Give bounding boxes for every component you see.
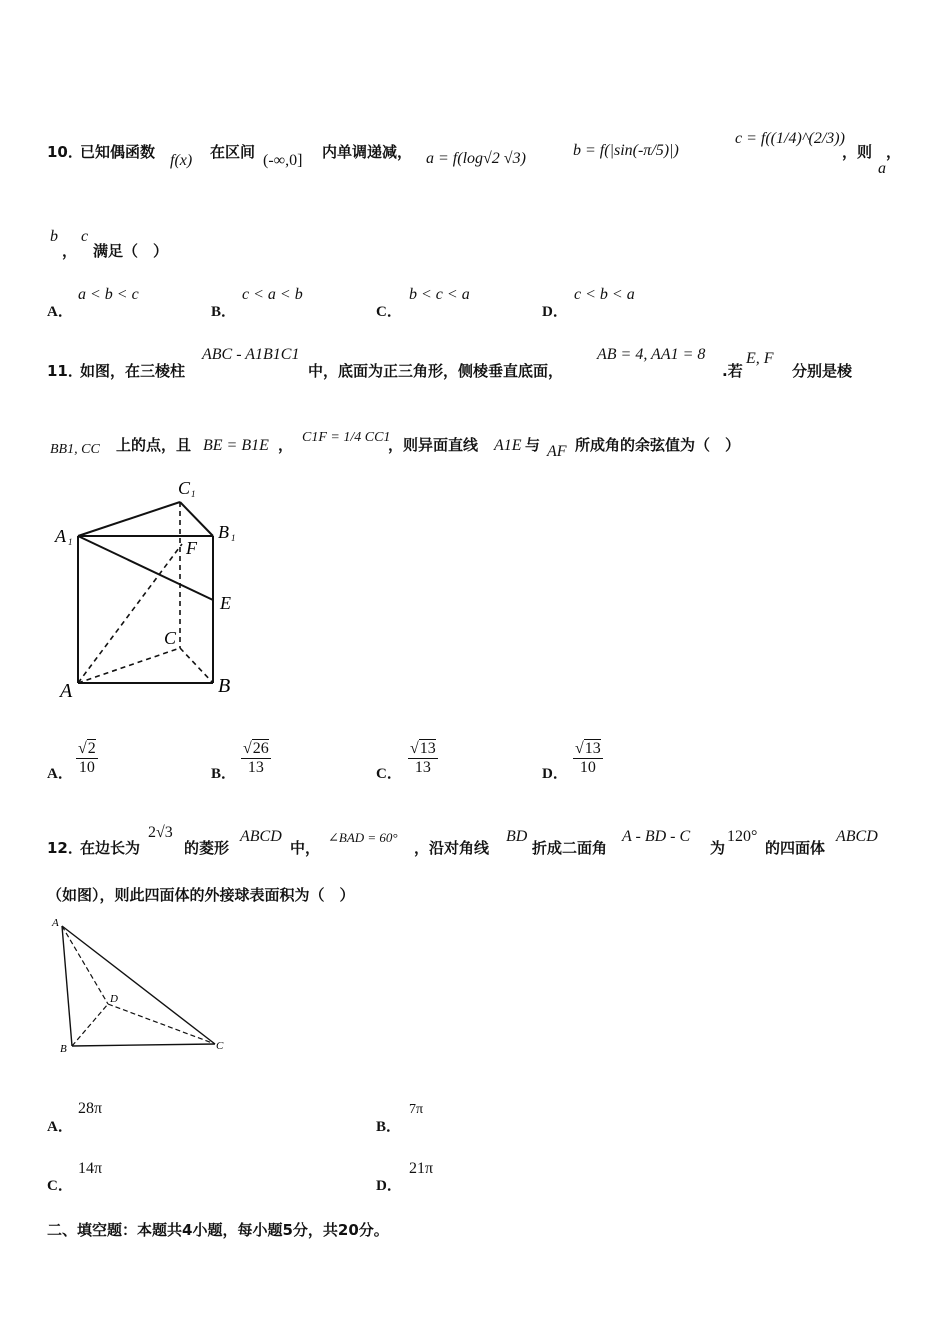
q11-option-b-value: $\frac{√26}{13}$ [243, 740, 269, 776]
q12-tetra: ABCD [836, 828, 878, 845]
q10-text-4: ，则 [842, 143, 873, 161]
q12-tetra-figure [50, 916, 230, 1058]
q10-var-a: a [878, 160, 886, 177]
q11-cond1: BE = B1E [203, 437, 269, 454]
edge-a1-c1 [78, 502, 180, 536]
q11-number: 11． [47, 362, 83, 380]
q10-text-1: 已知偶函数 [80, 143, 156, 161]
q11-text-3: .若 [722, 362, 743, 380]
q12-option-a-label[interactable]: A． [47, 1119, 73, 1135]
q11-option-d-value: $\frac{√13}{10}$ [575, 740, 601, 776]
q11-cond2: C1F = 1/4 CC1 [302, 430, 391, 445]
edge-c-b-dashed [180, 648, 213, 683]
label-a: A [52, 917, 59, 929]
q11-prism-figure [50, 472, 250, 704]
label-e: E [220, 593, 231, 613]
label-c: C [164, 628, 177, 648]
q10-fx: f(x) [170, 152, 193, 169]
q10-var-c: c [81, 228, 89, 245]
q12-text-3: 中， [290, 839, 321, 857]
q12-number: 12． [47, 839, 83, 857]
q12-text-2: 的菱形 [184, 839, 230, 857]
q11-edges: BB1, CC [50, 442, 100, 457]
q10-option-c-label[interactable]: C． [376, 304, 402, 320]
label-c: C [216, 1040, 224, 1052]
q12-option-c-value: 14π [78, 1160, 103, 1177]
label-b1-sub: 1 [231, 533, 236, 543]
section-2-heading: 二、填空题：本题共4小题，每小题5分，共20分。 [47, 1221, 389, 1239]
q12-text-7: 的四面体 [765, 839, 826, 857]
q11-text-2: 中，底面为正三角形，侧棱垂直底面， [308, 362, 564, 380]
q11-option-c-label[interactable]: C． [376, 766, 402, 782]
q12-option-d-value: 21π [409, 1160, 434, 1177]
q12-text-1: 在边长为 [80, 839, 141, 857]
q12-text-4: ，沿对角线 [414, 839, 490, 857]
q10-option-d-label[interactable]: D． [542, 304, 568, 320]
q11-option-a-label[interactable]: A． [47, 766, 73, 782]
q10-option-b-label[interactable]: B． [211, 304, 237, 320]
q12-option-b-value: 7π [409, 1102, 424, 1117]
label-c1: C [178, 478, 191, 498]
label-a1: A [55, 526, 66, 546]
edge-a-b [62, 926, 72, 1046]
q10-text-5: 满足（ ） [93, 242, 169, 260]
q11-line1: A1E [494, 437, 522, 454]
label-b: B [218, 675, 231, 697]
q11-option-b-label[interactable]: B． [211, 766, 237, 782]
q12-text-8: （如图），则此四面体的外接球表面积为（ ） [47, 886, 355, 904]
q10-var-b: b [50, 228, 58, 245]
q12-side: 2√3 [148, 824, 173, 841]
q10-b-expr: b = f(|sin(-π/5)|) [573, 142, 679, 159]
q11-text-6: ，则异面直线 [388, 436, 479, 454]
label-c1-sub: 1 [191, 489, 196, 499]
q11-text-5: 上的点，且 [116, 436, 192, 454]
q12-option-b-label[interactable]: B． [376, 1119, 402, 1135]
q11-lengths: AB = 4, AA1 = 8 [597, 346, 706, 363]
line-a-f-dashed [78, 544, 182, 683]
q11-option-c-value: $\frac{√13}{13}$ [410, 740, 436, 776]
edge-b-d-dashed [72, 1004, 108, 1046]
label-a: A [60, 680, 73, 702]
edge-c1-b1 [180, 502, 213, 536]
q11-prism: ABC - A1B1C1 [202, 346, 300, 363]
q10-option-d-value: c < b < a [574, 286, 635, 303]
q10-text-3: 内单调递减， [322, 143, 413, 161]
q10-number: 10． [47, 143, 83, 161]
q12-option-c-label[interactable]: C． [47, 1178, 73, 1194]
q11-line2: AF [547, 443, 567, 460]
q11-text-7: 与 [525, 436, 541, 454]
q11-text-8: 所成角的余弦值为（ ） [575, 436, 741, 454]
q12-option-a-value: 28π [78, 1100, 103, 1117]
label-b1: B [218, 522, 229, 542]
q12-dihedral: A - BD - C [622, 828, 691, 845]
edge-a-c [62, 926, 215, 1044]
q12-angle: ∠BAD = 60° [328, 830, 398, 845]
q10-text-2: 在区间 [210, 143, 256, 161]
label-f: F [186, 538, 197, 558]
q10-option-b-value: c < a < b [242, 286, 303, 303]
edge-a-c-dashed [78, 648, 180, 683]
edge-a-d-dashed [62, 926, 108, 1004]
q12-diag: BD [506, 828, 528, 845]
q12-deg: 120° [727, 828, 758, 845]
q10-a-expr: a = f(log√2 √3) [426, 150, 526, 167]
edge-b-c [72, 1044, 215, 1046]
q10-option-c-value: b < c < a [409, 286, 470, 303]
q12-option-d-label[interactable]: D． [376, 1178, 402, 1194]
label-b: B [60, 1043, 67, 1055]
q10-interval: (-∞,0] [263, 152, 303, 169]
q10-option-a-value: a < b < c [78, 286, 139, 303]
q11-text-1: 如图，在三棱柱 [80, 362, 186, 380]
q10-option-a-label[interactable]: A． [47, 304, 73, 320]
q12-text-5: 折成二面角 [532, 839, 608, 857]
label-a1-sub: 1 [68, 537, 73, 547]
q11-option-a-value: $\frac{√2}{10}$ [78, 740, 96, 776]
q12-text-6: 为 [710, 839, 726, 857]
q11-option-d-label[interactable]: D． [542, 766, 568, 782]
q12-shape: ABCD [240, 828, 282, 845]
q11-ef: E, F [746, 350, 774, 367]
label-d: D [110, 993, 118, 1005]
edge-d-c-dashed [108, 1004, 215, 1044]
q11-text-4: 分别是棱 [792, 362, 853, 380]
q10-c-expr: c = f((1/4)^(2/3)) [735, 130, 845, 147]
